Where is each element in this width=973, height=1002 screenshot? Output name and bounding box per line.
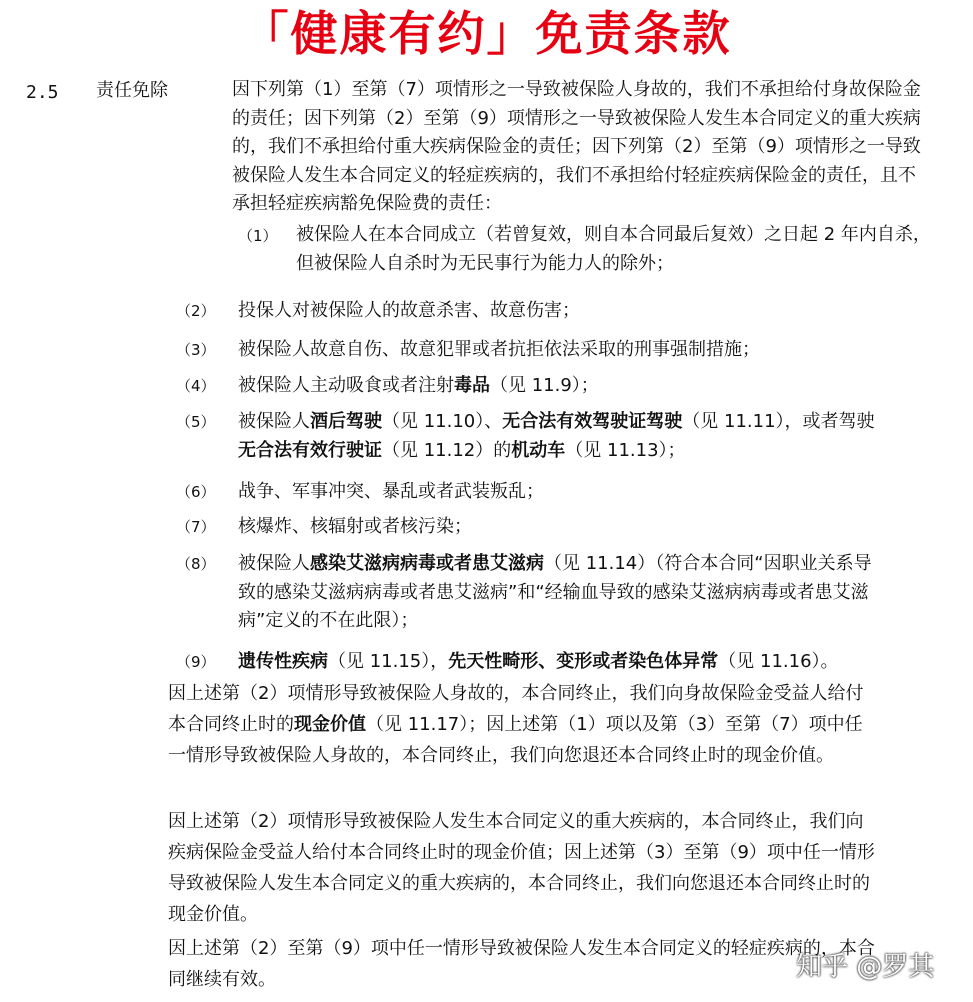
continuation-paragraph-mild-illness [168,933,878,995]
text-run: 因上述第（2）项情形导致被保险人身故的，本合同终止，我们向身故保险金受益人给付本合同终止时的 [168,683,864,735]
text-run: 战争、军事冲突、暴乱或者武装叛乱； [238,481,544,502]
bold-term: 无合法有效驾驶证驾驶 [502,411,683,432]
item-number: （5） [176,413,216,431]
item-text [238,550,878,636]
bold-term: 机动车 [511,439,566,461]
termination-paragraph-death [168,678,878,771]
text-run: 核爆炸、核辐射或者核污染； [238,516,472,537]
item-number: （6） [176,483,216,501]
item-number: （7） [176,518,216,536]
item-number: （2） [176,302,216,320]
item-text [238,408,878,465]
intro-paragraph: 因下列第（1）至第（7）项情形之一导致被保险人身故的，我们不承担给付身故保险金的责任；因下列第（2）至第（9）项情形之一导致被保险人发生本合同定义的重大疾病的，我们不承担给付重大疾病保险金的责任；因下列第（2）至第（9）项情形之一导致被保险人发生本合同定义的轻症疾病的，我们不承担给付轻症疾病保险金的责任，且不承担轻症疾病豁免保险费的责任： [232,79,921,214]
termination-paragraph-critical-illness [168,806,878,930]
item-number: （3） [176,341,216,359]
item-text [238,648,958,677]
text-run: （见 11.10）、 [382,411,503,432]
text-run: （见 11.13）； [565,439,686,461]
item-text [238,372,878,401]
item-number: （8） [176,555,216,573]
text-run: 被保险人 [238,411,310,432]
text-run: 被保险人故意自伤、故意犯罪或者抗拒依法采取的刑事强制措施； [238,339,760,360]
text-run: 被保险人主动吸食或者注射 [238,375,454,396]
document-title: 「健康有约」免责条款 [241,7,732,62]
section-number: 2.5 [26,82,59,103]
item-text [238,336,878,365]
bold-term: 无合法有效行驶证 [238,439,382,461]
item-text [238,513,878,542]
text-run: （见 11.11），或者驾驶 [682,411,875,432]
text-run: （见 11.16）。 [718,651,839,672]
bold-term: 毒品 [454,375,490,396]
text-run: 投保人对被保险人的故意杀害、故意伤害； [238,300,580,321]
bold-term: 酒后驾驶 [310,411,382,432]
text-run: （见 11.15）， [328,651,449,672]
bold-term: 遗传性疾病 [238,651,328,672]
text-run: 被保险人 [238,553,310,574]
text-run: 因上述第（2）项情形导致被保险人发生本合同定义的重大疾病的，本合同终止，我们向疾病保险金受益人给付本合同终止时的现金价值；因上述第（3）至第（9）项中任一情形导致被保险人发生本合同定义的重大疾病的，本合同终止，我们向您退还本合同终止时的现金价值。 [168,811,875,925]
item-text [296,221,936,278]
text-run: （见 11.14）（符合本合同“因职业关系导致的感染艾滋病病毒或者患艾滋病”和“经输血导致的感染艾滋病病毒或者患艾滋病”定义的不在此限）； [238,553,872,631]
watermark: 知乎 @罗其 [796,952,935,982]
text-run: （见 11.17）；因上述第（1）项以及第（3）至第（7）项中任一情形导致被保险人身故的，本合同终止，我们向您退还本合同终止时的现金价值。 [168,714,863,766]
item-number: （4） [176,377,216,395]
text-run: 因上述第（2）至第（9）项中任一情形导致被保险人发生本合同定义的轻症疾病的，本合同继续有效。 [168,938,875,990]
section-name: 责任免除 [96,80,168,101]
item-text [238,297,878,326]
bold-term: 感染艾滋病病毒或者患艾滋病 [310,553,544,574]
text-run: （见 11.9）； [490,375,599,396]
bold-term: 现金价值 [294,714,366,735]
text-run: 被保险人在本合同成立（若曾复效，则自本合同最后复效）之日起 2 年内自杀，但被保险人自杀时为无民事行为能力人的除外； [296,224,931,274]
item-text [238,478,878,507]
item-number: （1） [238,227,278,245]
bold-term: 先天性畸形、变形或者染色体异常 [448,651,719,672]
item-number: （9） [176,653,216,671]
text-run: （见 11.12）的 [382,439,512,461]
